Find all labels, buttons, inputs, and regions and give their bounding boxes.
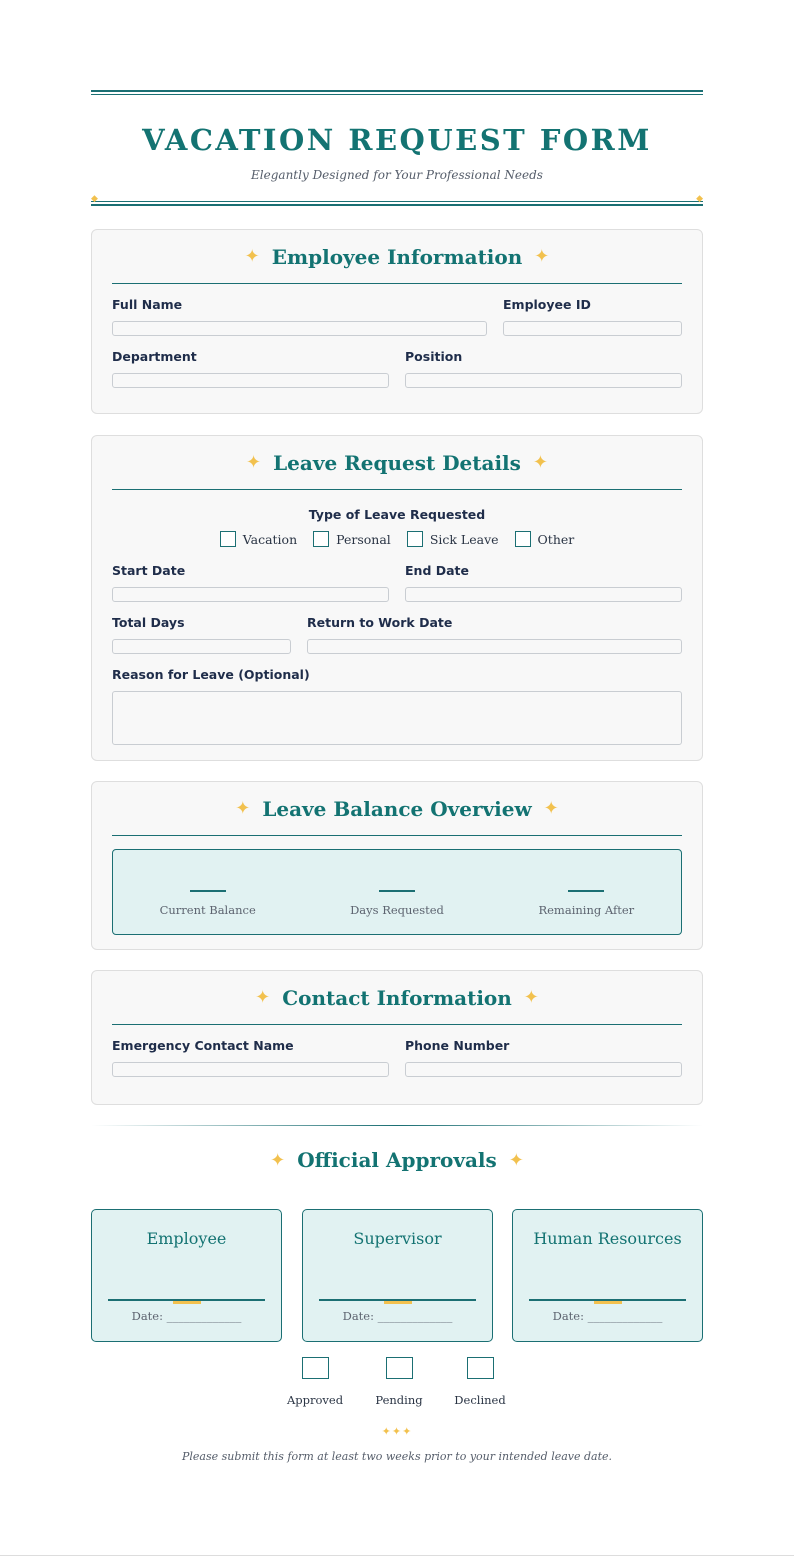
checkbox[interactable]: [407, 531, 423, 547]
diamond-icon: ◆: [696, 194, 703, 204]
return-date-input[interactable]: [307, 639, 682, 654]
four-point-star-icon: ✦: [255, 987, 271, 1008]
full-name-label: Full Name: [112, 297, 183, 312]
emergency-contact-input[interactable]: [112, 1062, 389, 1077]
emergency-contact-field-group: [112, 1038, 389, 1077]
position-field-group: [405, 349, 682, 388]
leave-request-details-section: [91, 435, 703, 761]
footer-stars-icon: ✦✦✦: [381, 1425, 413, 1438]
diamond-icon: ◆: [91, 194, 98, 204]
four-point-star-icon: ✦: [532, 452, 549, 473]
signature-box-hr: [512, 1209, 703, 1342]
balance-remaining: [492, 850, 681, 934]
vacation-request-form: [91, 90, 703, 1463]
leave-type-vacation[interactable]: [220, 531, 297, 547]
status-label: Approved: [286, 1393, 344, 1407]
page-bottom-rule: [0, 1555, 794, 1556]
department-field-group: [112, 349, 389, 388]
section-header: [112, 782, 682, 836]
phone-number-field-group: [405, 1038, 682, 1077]
section-title: Employee Information: [271, 244, 523, 269]
checkbox[interactable]: [220, 531, 236, 547]
end-date-input[interactable]: [405, 587, 682, 602]
reason-textarea[interactable]: [112, 691, 682, 745]
checkbox[interactable]: [515, 531, 531, 547]
checkbox[interactable]: [313, 531, 329, 547]
department-label: Department: [112, 349, 197, 364]
employee-id-input[interactable]: [503, 321, 682, 336]
end-date-field-group: [405, 563, 682, 602]
signature-accent: [594, 1301, 622, 1304]
status-checkbox[interactable]: [302, 1357, 329, 1379]
department-input[interactable]: [112, 373, 389, 388]
position-label: Position: [405, 349, 463, 364]
status-checkbox[interactable]: [467, 1357, 494, 1379]
full-name-field-group: [112, 297, 487, 336]
start-date-label: Start Date: [112, 563, 186, 578]
balance-label: Current Balance: [159, 903, 256, 917]
status-approved: [280, 1357, 350, 1407]
status-declined: [445, 1357, 515, 1407]
status-pending: [364, 1357, 434, 1407]
signature-title: Employee: [146, 1229, 227, 1248]
signature-date[interactable]: Date: _____________: [552, 1309, 663, 1323]
signature-date[interactable]: Date: _____________: [131, 1309, 242, 1323]
approvals-header: [91, 1145, 703, 1175]
phone-number-label: Phone Number: [405, 1038, 510, 1053]
start-date-input[interactable]: [112, 587, 389, 602]
signature-date[interactable]: Date: _____________: [342, 1309, 453, 1323]
checkbox-label: Vacation: [242, 531, 298, 547]
status-label: Pending: [375, 1393, 423, 1407]
leave-type-label: Type of Leave Requested: [308, 507, 486, 522]
signature-box-employee: [91, 1209, 282, 1342]
leave-type-other[interactable]: [515, 531, 575, 547]
checkbox-label: Personal: [336, 531, 391, 547]
four-point-star-icon: ✦: [523, 987, 539, 1008]
leave-type-options: [112, 531, 682, 547]
total-days-field-group: [112, 615, 291, 654]
return-date-label: Return to Work Date: [307, 615, 453, 630]
full-name-input[interactable]: [112, 321, 487, 336]
section-title: Contact Information: [282, 985, 512, 1010]
four-point-star-icon: ✦: [543, 798, 559, 819]
four-point-star-icon: ✦: [235, 798, 251, 819]
header-top-rule: [91, 90, 703, 95]
balance-value-line[interactable]: [190, 890, 226, 892]
balance-label: Remaining After: [538, 903, 635, 917]
status-checkbox[interactable]: [386, 1357, 413, 1379]
page-subtitle: Elegantly Designed for Your Professional Needs: [251, 168, 543, 182]
four-point-star-icon: ✦: [270, 1149, 286, 1171]
four-point-star-icon: ✦: [244, 246, 260, 267]
balance-panel: [112, 849, 682, 935]
footer-note: Please submit this form at least two weeks prior to your intended leave date.: [181, 1450, 613, 1463]
position-input[interactable]: [405, 373, 682, 388]
return-date-field-group: [307, 615, 682, 654]
approvals-title: Official Approvals: [297, 1148, 497, 1172]
balance-requested: [302, 850, 491, 934]
signature-accent: [173, 1301, 201, 1304]
balance-label: Days Requested: [350, 903, 444, 917]
leave-type-personal[interactable]: [313, 531, 391, 547]
leave-balance-section: [91, 781, 703, 950]
balance-current: [113, 850, 302, 934]
reason-label: Reason for Leave (Optional): [112, 667, 310, 682]
four-point-star-icon: ✦: [508, 1149, 524, 1171]
total-days-label: Total Days: [112, 615, 185, 630]
section-divider: [91, 1125, 703, 1126]
phone-number-input[interactable]: [405, 1062, 682, 1077]
header-bottom-rule: [91, 194, 703, 206]
section-header: [112, 971, 682, 1025]
signature-accent: [384, 1301, 412, 1304]
four-point-star-icon: ✦: [534, 246, 550, 267]
start-date-field-group: [112, 563, 389, 602]
reason-field-group: [112, 667, 682, 745]
page-title: VACATION REQUEST FORM: [142, 123, 652, 157]
status-label: Declined: [454, 1393, 506, 1407]
signature-title: Human Resources: [533, 1229, 682, 1248]
signature-box-supervisor: [302, 1209, 493, 1342]
emergency-contact-label: Emergency Contact Name: [112, 1038, 294, 1053]
total-days-input[interactable]: [112, 639, 291, 654]
section-header: [112, 436, 682, 490]
checkbox-label: Sick Leave: [429, 531, 499, 547]
leave-type-sick-leave[interactable]: [407, 531, 499, 547]
employee-id-field-group: [503, 297, 682, 336]
signature-title: Supervisor: [353, 1229, 442, 1248]
four-point-star-icon: ✦: [245, 452, 262, 473]
section-title: Leave Balance Overview: [262, 796, 532, 821]
section-header: [112, 230, 682, 284]
section-title: Leave Request Details: [273, 450, 521, 475]
employee-information-section: [91, 229, 703, 414]
end-date-label: End Date: [405, 563, 470, 578]
balance-value-line[interactable]: [379, 890, 415, 892]
checkbox-label: Other: [537, 531, 575, 547]
balance-value-line[interactable]: [568, 890, 604, 892]
employee-id-label: Employee ID: [503, 297, 591, 312]
contact-information-section: [91, 970, 703, 1105]
